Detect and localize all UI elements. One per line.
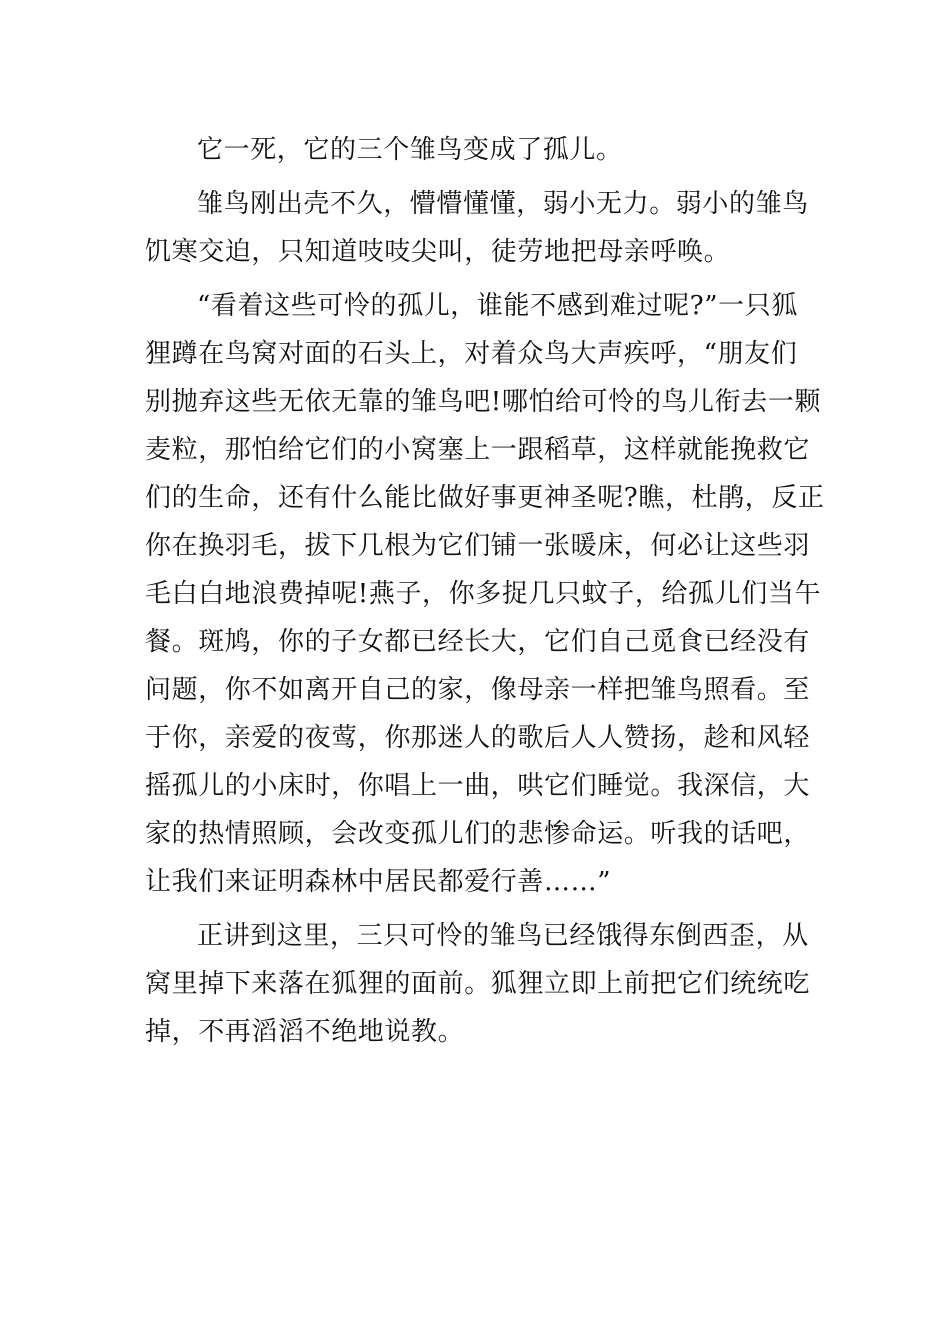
text-line: 毛白白地浪费掉呢!燕子，你多捉几只蚊子，给孤儿们当午 (145, 579, 822, 609)
text-line: “看着这些可怜的孤儿，谁能不感到难过呢?”一只狐 (197, 291, 798, 321)
text-line: 麦粒，那怕给它们的小窝塞上一跟稻草，这样就能挽救它 (145, 435, 811, 465)
text-line: 让我们来证明森林中居民都爱行善……” (145, 867, 612, 897)
text-line: 正讲到这里，三只可怜的雏鸟已经饿得东倒西歪，从 (197, 921, 809, 951)
document-body (145, 126, 825, 1056)
text-line: 家的热情照顾，会改变孤儿们的悲惨命运。听我的话吧， (145, 819, 811, 849)
text-line: 于你，亲爱的夜莺，你那迷人的歌后人人赞扬，趁和风轻 (145, 723, 811, 753)
text-line: 问题，你不如离开自己的家，像母亲一样把雏鸟照看。至 (145, 675, 811, 705)
text-line: 饥寒交迫，只知道吱吱尖叫，徒劳地把母亲呼唤。 (145, 237, 731, 267)
text-line: 掉，不再滔滔不绝地说教。 (145, 1017, 465, 1047)
text-line: 你在换羽毛，拔下几根为它们铺一张暖床，何必让这些羽 (145, 531, 811, 561)
text-line: 窝里掉下来落在狐狸的面前。狐狸立即上前把它们统统吃 (145, 969, 811, 999)
paragraph-4 (145, 912, 811, 1056)
text-line: 们的生命，还有什么能比做好事更神圣呢?瞧，杜鹃，反正 (145, 483, 825, 513)
text-line: 餐。斑鸠，你的子女都已经长大，它们自己觅食已经没有 (145, 627, 811, 657)
paragraph-2 (145, 180, 807, 276)
text-line: 它一死，它的三个雏鸟变成了孤儿。 (197, 135, 623, 165)
text-line: 摇孤儿的小床时，你唱上一曲，哄它们睡觉。我深信，大 (145, 771, 811, 801)
paragraph-3 (145, 282, 825, 906)
text-line: 雏鸟刚出壳不久，懵懵懂懂，弱小无力。弱小的雏鸟 (197, 189, 809, 219)
paragraph-1 (145, 126, 807, 174)
text-line: 狸蹲在鸟窝对面的石头上，对着众鸟大声疾呼，“朋友们 (145, 339, 798, 369)
text-line: 别抛弃这些无依无靠的雏鸟吧!哪怕给可怜的鸟儿衔去一颗 (145, 387, 822, 417)
